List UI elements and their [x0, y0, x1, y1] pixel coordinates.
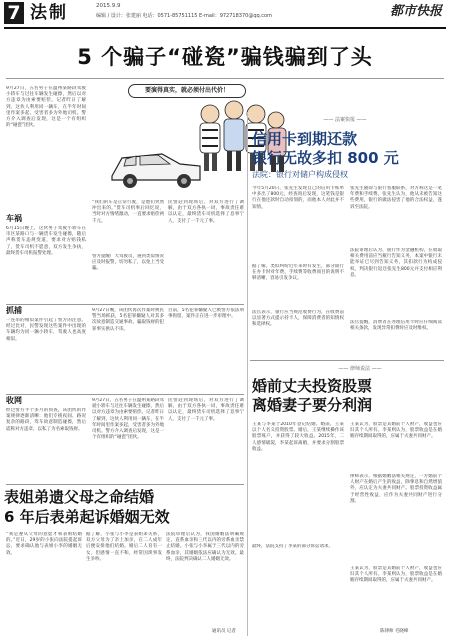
section-title: 法制 [30, 3, 68, 23]
divorce-paragraph-4: 最终，法院支持了李某的部分诉讼请求。 [252, 544, 333, 549]
speech-bubble: 要演得真实，就必须付出代价！ [128, 84, 246, 98]
cousin-byline: 通讯员 记者 [212, 629, 236, 634]
intro-text: 9月27日，五名男子在温州某路段驾驶小轿车与过往车辆发生碰擦，然后以对方违章为由索要赔偿。记者昨日了解到，这伙人利用同一辆车，在半年时间里作案多起，受害者多为外地司机。警方介入调查后发现，这是一个有组织的“碰瓷”团伙。 [6, 86, 86, 129]
subhead-netting: 收网 [6, 396, 22, 405]
arrest-paragraph-3: 目前，5名犯罪嫌疑人已被警方依法刑事拘留，案件正在进一步审理中。 [168, 308, 244, 320]
cousin-headline-line-2: 6 年后表弟起诉婚姻无效 [4, 508, 170, 526]
main-headline: 5 个骗子“碰瓷”骗钱骗到了头 [77, 45, 373, 69]
netting-paragraph-1: 经过警方半个多月的侦查，该团伙的作案规律逐渐清晰：他们专挑夜间、路况复杂的路段，驾车故意制造碰擦，然后谎称对方违章，以私了为名索取钱财。 [6, 408, 86, 432]
car-icon [112, 154, 200, 188]
editor-info: 编辑 / 设计：张建丽 电话：0571-85751115 E-mail：972718370@qq.com [96, 13, 272, 19]
bank-paragraph-3: 法院审理后认为，银行作为金融机构，在收取相关费用前应当履行告知义务，本案中银行未能举证已尽到告知义务，其扣款行为构成侵权，判决银行返还张先生800元并支付相应利息。 [350, 248, 442, 278]
column-tag-lawyer: —— 律师说法 —— [338, 366, 382, 372]
issue-date: 2015.9.9 [96, 3, 121, 9]
divorce-paragraph-1: 王某与李某于2010年登记结婚。婚前，王某以个人名义投资股票。婚后，王某继续操作该股票账户，并获得了较大收益。2015年，二人感情破裂，李某起诉离婚，并要求分割股票收益。 [252, 422, 344, 452]
bank-paragraph-4: 法官提醒，消费者在办理信用卡时应仔细阅读相关条款，发现异常扣费时应及时维权。 [350, 320, 442, 332]
bank-subtitle: 法院：银行对储户构成侵权 [252, 170, 348, 179]
page-number: 7 [4, 2, 24, 24]
section-rule [6, 304, 244, 305]
column-divider-2 [247, 370, 248, 636]
section-rule-3 [250, 360, 444, 361]
header-rule [4, 27, 446, 29]
column-tag-case: —— 法案快报 —— [323, 117, 367, 123]
cousin-paragraph-2: 据了解，小张与小李是表姐弟关系，双方父母为了亲上加亲，在二人成年后便安排他们结婚。婚后二人育有一女，但感情一直不和，经常因琐事发生争吵。 [86, 532, 162, 562]
accident-paragraph-4: 警方提醒广大驾驶员，遇到类似情况应及时报警，切勿私了，以免上当受骗。 [92, 254, 164, 272]
divorce-paragraph-5: 王某认为，股票是其婚前个人财产，收益也应归其个人所有。李某则认为，股票收益是在婚姻存续期间取得的，应属于夫妻共同财产。 [350, 566, 442, 584]
bank-paragraph-2: 张先生随即与银行客服联系，对方称这是一笔年费和手续费。张先生认为，他从未被告知这些费用，银行的做法侵害了他的合法权益，遂诉至法院。 [350, 186, 442, 210]
bank-paragraph-6: 法官表示，银行应当规范收费行为，在收费前以显著方式提示持卡人，保障消费者的知情权和选择权。 [252, 310, 344, 328]
page-header [0, 0, 450, 28]
cousin-headline-line-1: 表姐弟遗父母之命结婚 [4, 488, 155, 506]
divorce-headline-line-1: 婚前丈夫投资股票 [252, 377, 373, 395]
divorce-paragraph-2: 王某认为，股票是其婚前个人财产，收益也应归其个人所有。李某则认为，股票收益是在婚姻存续期间取得的，应属于夫妻共同财产。 [350, 422, 442, 440]
section-rule-2 [6, 394, 244, 395]
newspaper-logo: 都市快报 [389, 4, 442, 19]
bank-paragraph-5: 据了解，类似纠纷近年来时有发生，部分银行在办卡时对年费、手续费等收费项目的说明不够清晰，容易引发争议。 [252, 264, 344, 282]
subhead-accident: 车祸 [6, 214, 22, 223]
divorce-headline-line-2: 离婚妻子要分利润 [252, 396, 373, 414]
netting-paragraph-2: 9月27日，五名男子在温州某路段驾驶小轿车与过往车辆发生碰擦，然后以对方违章为由索要赔偿。记者昨日了解到，这伙人利用同一辆车，在半年时间里作案多起，受害者多为外地司机。警方介入调查后发现，这是一个有组织的“碰瓷”团伙。 [92, 398, 164, 441]
accident-paragraph-3: 民警赶到现场后，对双方进行了调解，由于双方各执一词，事故责任难以认定，最终货车司机选择了息事宁人，支付了一千元了事。 [168, 200, 244, 224]
bank-paragraph-1: 今年5月20日，张先生发现自己的信用卡账单中多出了800元，经查询后发现，这笔钱是银行在他还款时自动扣划的，而他本人对此并不知情。 [252, 186, 344, 210]
arrest-paragraph-1: 一连串的相似案件引起了警方的注意。经过比对，民警发现这些案件中出现的车辆均为同一辆小轿车，驾驶人也高度相似。 [6, 318, 86, 342]
divorce-paragraph-3: 律师表示，根据婚姻法相关规定，一方婚前个人财产在婚后产生的收益，除孳息和自然增值外，应认定为夫妻共同财产。股票投资收益属于经营性收益，应作为夫妻共同财产进行分割。 [350, 474, 442, 504]
cousin-paragraph-1: “我是遵从父母的意愿才和表姐结婚的。”近日，29岁的小张向法院提起诉讼，要求确认他与表姐小李的婚姻无效。 [6, 532, 82, 556]
section-rule-4 [6, 484, 244, 485]
bank-headline-line-1: 信用卡到期还款 [252, 130, 358, 148]
cousin-paragraph-3: 法院审理后认为，我国婚姻法明确规定，直系血亲和三代以内的旁系血亲禁止结婚。小张与小李属于三代以内的旁系血亲，其婚姻依法应确认为无效。最终，法院判决确认二人婚姻无效。 [166, 532, 244, 562]
subhead-arrest: 抓捕 [6, 306, 22, 315]
bank-headline-line-2: 银行无故多扣 800 元 [252, 149, 399, 167]
netting-paragraph-3: 民警赶到现场后，对双方进行了调解，由于双方各执一词，事故责任难以认定，最终货车司机选择了息事宁人，支付了一千元了事。 [168, 398, 244, 422]
accident-paragraph-1: 6月15日晚上，这伙男子驾驶小轿车在市区某路口与一辆货车发生碰擦，随后声称货车违规变道，要求对方赔钱私了，货车司机不愿意，双方发生争执，最终货车司机报警处理。 [6, 226, 86, 256]
lawyer-byline: 陈律师 毛晓峰 [380, 629, 409, 634]
accident-paragraph-2: “我们的车是正常行驶，是他们突然冲出来的。”货车司机事后回忆说，当时对方情绪激动，一直要求赔偿两千元。 [92, 200, 164, 224]
arrest-paragraph-2: 9月27日晚，该团伙再次作案时被民警当场抓获，5名犯罪嫌疑人对其多次故意制造交通事故、骗取钱财的犯罪事实供认不讳。 [92, 308, 164, 332]
headline-rule [6, 78, 444, 79]
